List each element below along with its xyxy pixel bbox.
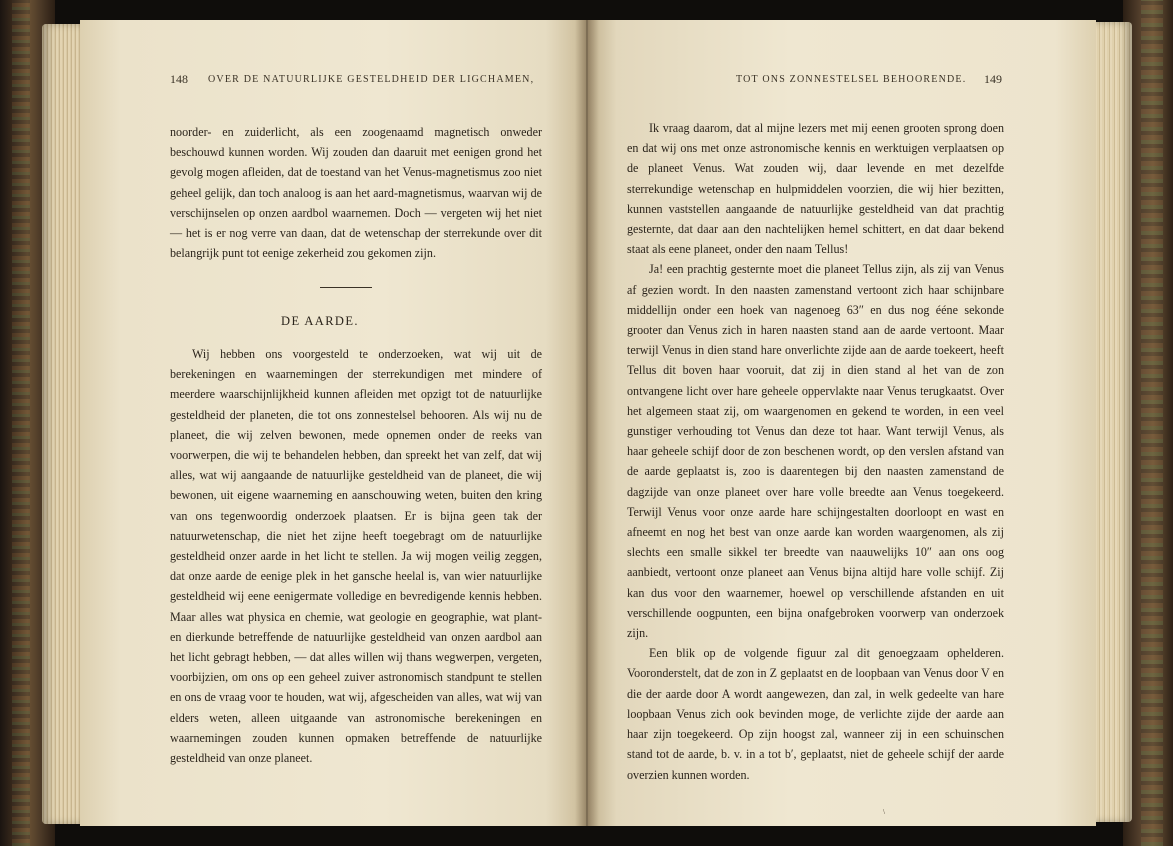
right-page-number: 149: [984, 72, 1002, 86]
right-paragraph-1: Ik vraag daarom, dat al mijne lezers met mij eenen grooten sprong doen en dat wij ons met onze astronomische kennis en werktuigen verplaatsen op de planeet Venus. Wat zouden wij, daar levende en met dezelfde sterrekundige wetenschap en hulpmiddelen voorzien, die wij hier bezitten, kunnen vaststellen aangaande de natuurlijke gesteldheid van dat prachtig gesternte, dat daar aan den nachtelijken hemel schittert, en dat daar bekend staat als eene planeet, onder den naam Tellus!: [627, 121, 1004, 257]
left-paragraph-1-block: [170, 122, 542, 263]
left-paragraph-1: noorder- en zuiderlicht, als een zoogenaamd magnetisch onweder beschouwd kunnen worden. Wij zouden dan daaruit met eenigen grond het gevolg mogen afleiden, dat de toestand van het Venus-magnetismus zoo niet geheel gelijk, dan toch analoog is aan het aard-magnetismus, waarvan wij de verschijnselen op onzen aardbol waarnemen. Doch — vergeten wij het niet — het is er nog verre van daan, dat de wetenschap der sterrekunde over dit belangrijk punt tot eenige zekerheid zou gekomen zijn.: [170, 125, 542, 261]
section-divider: [320, 287, 372, 288]
right-running-head: TOT ONS ZONNESTELSEL BEHOORENDE.: [736, 74, 967, 85]
left-page-number: 148: [170, 72, 188, 86]
book-gutter: [575, 20, 599, 826]
left-paragraph-2-block: [170, 344, 542, 768]
section-title: DE AARDE.: [281, 314, 359, 328]
left-running-head: OVER DE NATUURLIJKE GESTELDHEID DER LIGCHAMEN,: [208, 74, 535, 85]
page-edges-right: [1092, 22, 1132, 822]
right-paragraph-3: Een blik op de volgende figuur zal dit genoegzaam ophelderen. Vooronderstelt, dat de zon in Z geplaatst en de loopbaan van Venus door V en die der aarde door A wordt aangewezen, dan zal, in welk gedeelte van hare loopbaan Venus zich ook bevinden moge, de verlichte zijde der aarde aan haar zijn toegekeerd. Op zijn hoogst zal, wanneer zij in een schuinschen stand tot de aarde, b. v. in a tot b′, geplaatst, niet de geheele schijf der aarde overzien kunnen worden.: [627, 646, 1004, 782]
footer-mark: \: [883, 808, 885, 816]
right-text-block: [627, 118, 1004, 785]
left-paragraph-2: Wij hebben ons voorgesteld te onderzoeken, wat wij uit de berekeningen en waarnemingen der sterrekundigen met mindere of meerdere waarschijnlijkheid kunnen afleiden met opzigt tot de natuurlijke gesteldheid der planeten, die tot ons zonnestelsel behooren. Als wij nu de planeet, die wij zelven bewonen, mede opnemen onder de reeks van voorwerpen, die wij te behandelen hebben, dan spreekt het van zelf, dat wij alles, wat wij aangaande de natuurlijke gesteldheid van de planeet, die wij bewonen, uit eigene waarneming en aanschouwing weten, buiten den kring van ons tegenwoordig onderzoek plaatsen. Er is bijna geen tak der natuurwetenschap, die niet het zijne heeft toegebragt om de natuurlijke gesteldheid onzer aarde in het licht te stellen. Ja wij mogen veilig zeggen, dat onze aarde de eenige plek in het gansche heelal is, van wier natuurlijke gesteldheid wij eene eenigermate volledige en bevredigende kennis hebben. Maar alles wat physica en chemie, wat geologie en geographie, wat plant- en dierkunde betreffende de natuurlijke gesteldheid van onzen aardbol aan het licht gebragt hebben, — dat alles willen wij thans wegwerpen, vergeten, voorbijzien, om ons op een geheel zuiver astronomisch standpunt te stellen en ons de vraag voor te houden, wat wij, afgescheiden van alles, wat wij van elders weten, alleen uitgaande van astronomische berekeningen en waarnemingen zouden kunnen opmaken betreffende de natuurlijke gesteldheid van onze planeet.: [170, 347, 542, 766]
right-paragraph-2: Ja! een prachtig gesternte moet die planeet Tellus zijn, als zij van Venus af gezien wordt. In den naasten zamenstand vertoont zich haar schijnbare middellijn onder een hoek van nagenoeg 63″ en dus nog ééne sekonde grooter dan Venus zich in haren naasten stand aan de aarde vertoont. Maar terwijl Venus in dien stand hare onverlichte zijde aan de aarde toekeert, heeft Tellus dit boven haar vooruit, dat zij in dien stand al het van de zon ontvangene licht over hare geheele oppervlakte naar Venus terugkaatst. Over het algemeen staat zij, om waargenomen en gekend te worden, in een veel gunstiger verhouding tot Venus dan deze tot haar. Want terwijl Venus, als haar geheele schijf door de zon beschenen wordt, op den verslen afstand van de aarde geplaatst is, zoo is daarentegen bij den naasten zamenstand de dagzijde van onze planeet over hare volle breedte aan Venus toegekeerd. Terwijl Venus voor onze aarde hare schijngestalten doorloopt en wast en afneemt en nog het best van onze aarde kan worden waargenomen, als zij slechts een smalle sikkel ter breedte van naauwelijks 10″ aan ons oog aanbiedt, vertoont onze planeet aan Venus bijna altijd hare volle schijf. Zij kan dus voor den waarnemer, hoewel op verschillende afstanden en uit verschillende oogpunten, een bijna onafgebroken voorwerp van onderzoek zijn.: [627, 262, 1004, 641]
